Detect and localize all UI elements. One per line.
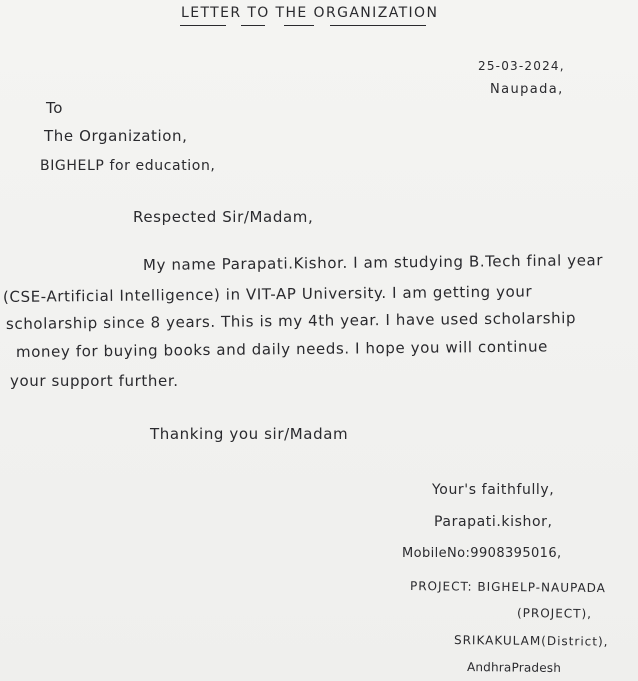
body-line: (CSE-Artificial Intelligence) in VIT-AP University. I am getting your bbox=[2, 282, 533, 306]
sender-district: SRIKAKULAM(District), bbox=[453, 633, 609, 649]
body-line: your support further. bbox=[10, 372, 179, 390]
body-line: My name Parapati.Kishor. I am studying B.Tech final year bbox=[142, 251, 604, 274]
title-underline bbox=[180, 25, 226, 26]
letter-date: 25-03-2024, bbox=[478, 59, 565, 73]
title-underline bbox=[241, 25, 265, 26]
title-underline bbox=[284, 25, 314, 26]
salutation: Respected Sir/Madam, bbox=[133, 208, 314, 226]
body-line: money for buying books and daily needs. I hope you will continue bbox=[15, 337, 549, 361]
sender-project: PROJECT: BIGHELP-NAUPADA bbox=[409, 579, 607, 596]
sender-state: AndhraPradesh bbox=[466, 660, 562, 675]
letter-title: LETTER TO THE ORGANIZATION bbox=[181, 5, 439, 21]
letter-place: Naupada, bbox=[490, 82, 564, 97]
title-underline bbox=[330, 25, 426, 26]
sender-project-cont: (PROJECT), bbox=[516, 606, 593, 621]
recipient-to: To bbox=[46, 99, 63, 117]
closing-line: Thanking you sir/Madam bbox=[150, 425, 349, 443]
recipient-line: The Organization, bbox=[44, 127, 188, 145]
recipient-line: BIGHELP for education, bbox=[40, 158, 216, 174]
signoff: Your's faithfully, bbox=[432, 482, 555, 498]
body-line: scholarship since 8 years. This is my 4th year. I have used scholarship bbox=[5, 309, 577, 333]
sender-mobile: MobileNo:9908395016, bbox=[402, 546, 562, 561]
sender-name: Parapati.kishor, bbox=[434, 514, 553, 530]
